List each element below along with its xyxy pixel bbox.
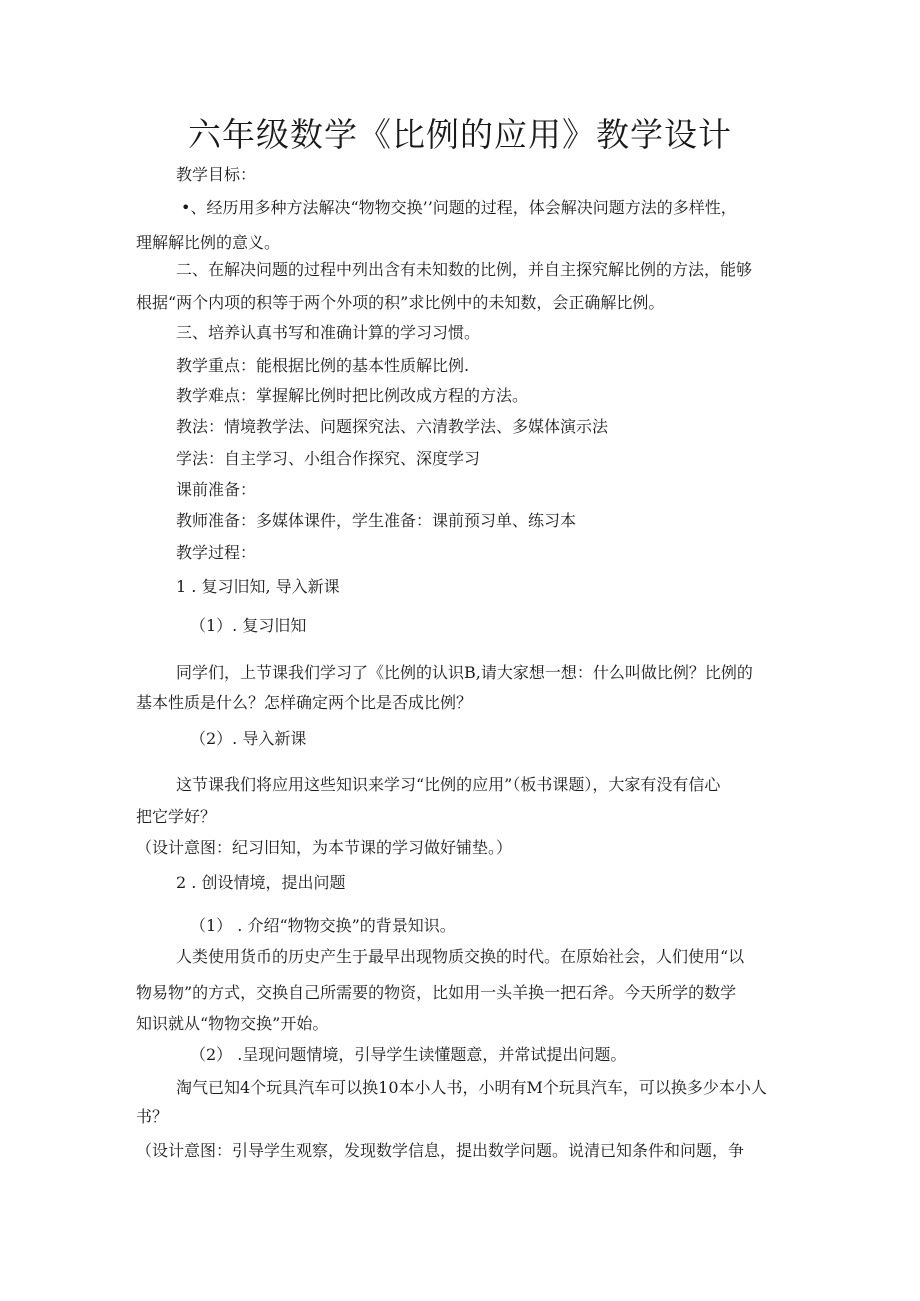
text-line: （1）. 复习旧知 <box>190 616 307 635</box>
text-line: （1） . 介绍“物物交换”的背景知识。 <box>190 916 456 935</box>
text-line: 人类使用货币的历史产生于最早出现物质交换的时代。在原始社会，人们使用“以 <box>176 947 745 966</box>
text-line: 知识就从“物物交换”开始。 <box>136 1014 329 1033</box>
document-title: 六年级数学《比例的应用》教学设计 <box>188 115 732 154</box>
text-line: 物易物”的方式，交换自己所需要的物资，比如用一头羊换一把石斧。今天所学的数学 <box>136 983 737 1002</box>
text-line: 这节课我们将应用这些知识来学习“比例的应用”（板书课题），大家有没有信心 <box>176 775 721 794</box>
text-line: 教法：情境教学法、问题探究法、六清教学法、多媒体演示法 <box>176 417 609 436</box>
text-line: 理解解比例的意义。 <box>136 233 281 252</box>
text-line: 书？ <box>136 1107 169 1126</box>
text-line: （设计意图：引导学生观察，发现数学信息，提出数学问题。说清已知条件和问题，争 <box>136 1141 745 1160</box>
text-line: 2 . 创设情境，提出问题 <box>176 873 346 892</box>
text-line: 教学难点：掌握解比例时把比例改成方程的方法。 <box>176 386 529 405</box>
text-line: 教师准备：多媒体课件，学生准备：课前预习单、练习本 <box>176 511 577 530</box>
text-line: 教学过程： <box>176 543 257 562</box>
text-line: （2） .呈现问题情境，引导学生读懂题意，并常试提出问题。 <box>190 1045 627 1064</box>
text-line: 基本性质是什么？怎样确定两个比是否成比例？ <box>136 693 473 712</box>
text-line: （2）. 导入新课 <box>190 729 307 748</box>
text-line: 学法：自主学习、小组合作探究、深度学习 <box>176 449 481 468</box>
text-line: 把它学好？ <box>136 807 217 826</box>
text-line: 课前准备： <box>176 480 257 499</box>
text-line: 淘气已知4个玩具汽车可以换10本小人书，小明有M个玩具汽车，可以换多少本小人 <box>176 1078 767 1097</box>
text-line: 根据“两个内项的积等于两个外项的积”求比例中的未知数，会正确解比例。 <box>136 293 665 312</box>
text-line: 二、在解决问题的过程中列出含有未知数的比例，并自主探究解比例的方法，能够 <box>176 260 753 279</box>
text-line: 三、培养认真书写和准确计算的学习习惯。 <box>176 323 481 342</box>
text-line: 同学们，上节课我们学习了《比例的认识B,请大家想一想：什么叫做比例？比例的 <box>176 663 753 682</box>
text-line: （设计意图：纪习旧知，为本节课的学习做好铺垫。） <box>136 838 513 857</box>
text-line: 教学重点：能根据比例的基本性质解比例. <box>176 356 470 375</box>
text-line: 1 . 复习旧知, 导入新课 <box>176 577 340 596</box>
text-line: 教学目标： <box>176 165 257 184</box>
text-line: •、经历用多种方法解决“物物交换’’问题的过程，体会解决问题方法的多样性， <box>181 198 737 217</box>
